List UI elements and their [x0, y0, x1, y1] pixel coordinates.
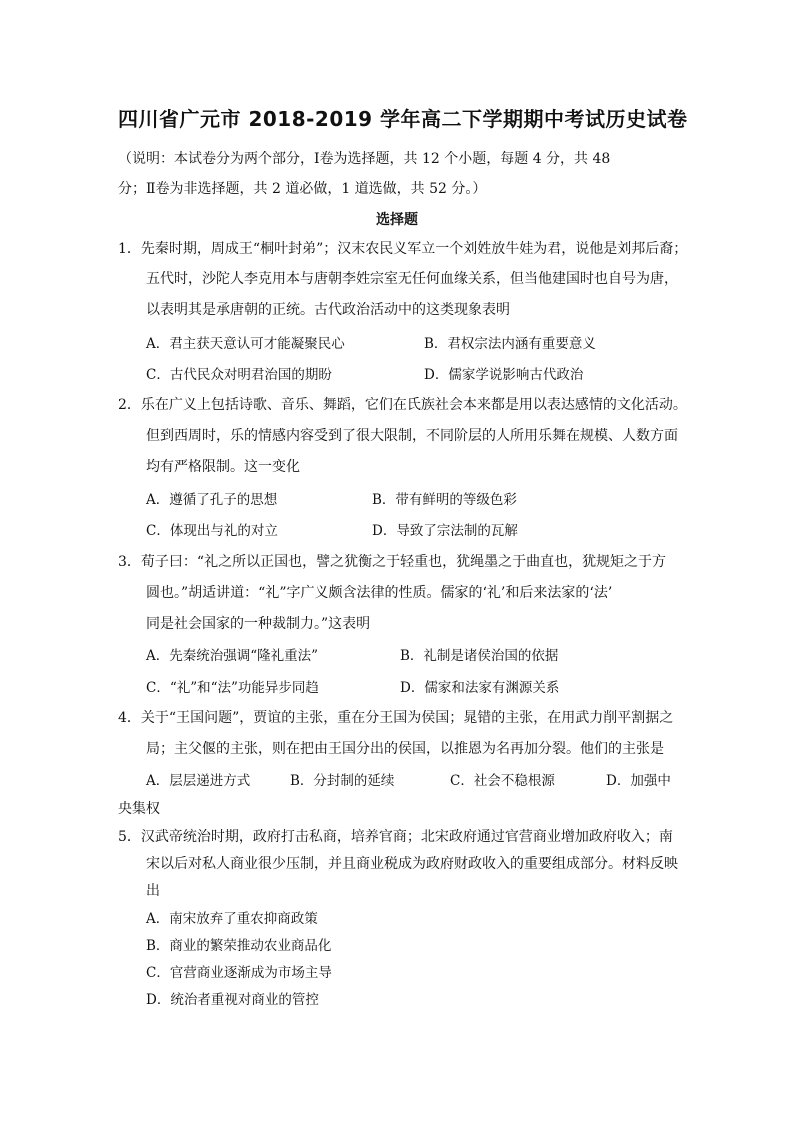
- question-4-option-d-continuation: 央集权: [118, 801, 160, 817]
- question-5-option-b: B．商业的繁荣推动农业商品化: [146, 938, 332, 954]
- question-3-stem-line-3: 同是社会国家的一种裁制力。”这表明: [146, 616, 371, 632]
- page-title: 四川省广元市 2018-2019 学年高二下学期期中考试历史试卷: [118, 107, 688, 131]
- question-1-stem-line-2: 五代时，沙陀人李克用本与唐朝李姓宗室无任何血缘关系，但当他建国时也自号为唐，: [146, 271, 678, 287]
- question-5-option-a: A．南宋放弃了重农抑商政策: [146, 911, 318, 927]
- question-5-stem-line-1: 5．汉武帝统治时期，政府打击私商，培养官商；北宋政府通过官营商业增加政府收入；南: [118, 829, 673, 845]
- question-5-stem-line-3: 出: [146, 883, 160, 899]
- question-3-option-d: D．儒家和法家有渊源关系: [400, 680, 560, 696]
- question-1-option-c: C．古代民众对明君治国的期盼: [146, 367, 332, 383]
- question-4-stem-line-2: 局；主父偃的主张，则在把由王国分出的侯国，以推恩为名再加分裂。他们的主张是: [146, 741, 664, 757]
- question-4-stem-line-1: 4．关于“王国问题”，贾谊的主张，重在分王国为侯国；晁错的主张，在用武力削平割据之: [118, 710, 674, 726]
- question-2-stem-line-1: 2．乐在广义上包括诗歌、音乐、舞蹈，它们在氏族社会本来都是用以表达感情的文化活动。: [118, 397, 687, 413]
- question-4-option-b: B．分封制的延续: [290, 773, 395, 789]
- question-4-option-a: A．层层递进方式: [146, 773, 251, 789]
- question-5-option-d: D．统治者重视对商业的管控: [146, 992, 319, 1008]
- question-4-option-d: D．加强中: [606, 773, 671, 789]
- question-1-stem-line-1: 1．先秦时期，周成王“桐叶封弟”；汉末农民义军立一个刘姓放牛娃为君，说他是刘邦后裔；: [118, 241, 688, 257]
- section-title: 选择题: [376, 212, 418, 228]
- question-2-option-d: D．导致了宗法制的瓦解: [372, 523, 518, 539]
- question-4-option-c: C．社会不稳根源: [450, 773, 555, 789]
- question-3-stem-line-1: 3．荀子曰：“礼之所以正国也，譬之犹衡之于轻重也，犹绳墨之于曲直也，犹规矩之于方: [118, 554, 667, 570]
- question-1-option-a: A．君主获天意认可才能凝聚民心: [146, 336, 345, 352]
- question-3-option-c: C．“礼”和“法”功能异步同趋: [146, 680, 319, 696]
- question-3-option-a: A．先秦统治强调“隆礼重法”: [146, 648, 319, 664]
- question-2-stem-line-2: 但到西周时，乐的情感内容受到了很大限制，不同阶层的人所用乐舞在规模、人数方面: [146, 428, 678, 444]
- question-2-stem-line-3: 均有严格限制。这一变化: [146, 459, 300, 475]
- question-2-option-b: B．带有鲜明的等级色彩: [372, 492, 517, 508]
- question-5-option-c: C．官营商业逐渐成为市场主导: [146, 965, 332, 981]
- question-2-option-c: C．体现出与礼的对立: [146, 523, 278, 539]
- question-1-option-d: D．儒家学说影响古代政治: [424, 367, 584, 383]
- question-1-stem-line-3: 以表明其是承唐朝的正统。古代政治活动中的这类现象表明: [146, 302, 510, 318]
- question-2-option-a: A．遵循了孔子的思想: [146, 492, 278, 508]
- question-1-option-b: B．君权宗法内涵有重要意义: [424, 336, 596, 352]
- intro-line-1: （说明：本试卷分为两个部分，Ⅰ卷为选择题，共 12 个小题，每题 4 分，共 48: [118, 151, 611, 167]
- question-3-stem-line-2: 圆也。”胡适讲道：“礼”字广义颇含法律的性质。儒家的‘礼’和后来法家的‘法’: [146, 585, 613, 601]
- question-5-stem-line-2: 宋以后对私人商业很少压制，并且商业税成为政府财政收入的重要组成部分。材料反映: [146, 856, 678, 872]
- intro-line-2: 分；Ⅱ卷为非选择题，共 2 道必做，1 道选做，共 52 分。）: [118, 181, 487, 197]
- question-3-option-b: B．礼制是诸侯治国的依据: [400, 648, 559, 664]
